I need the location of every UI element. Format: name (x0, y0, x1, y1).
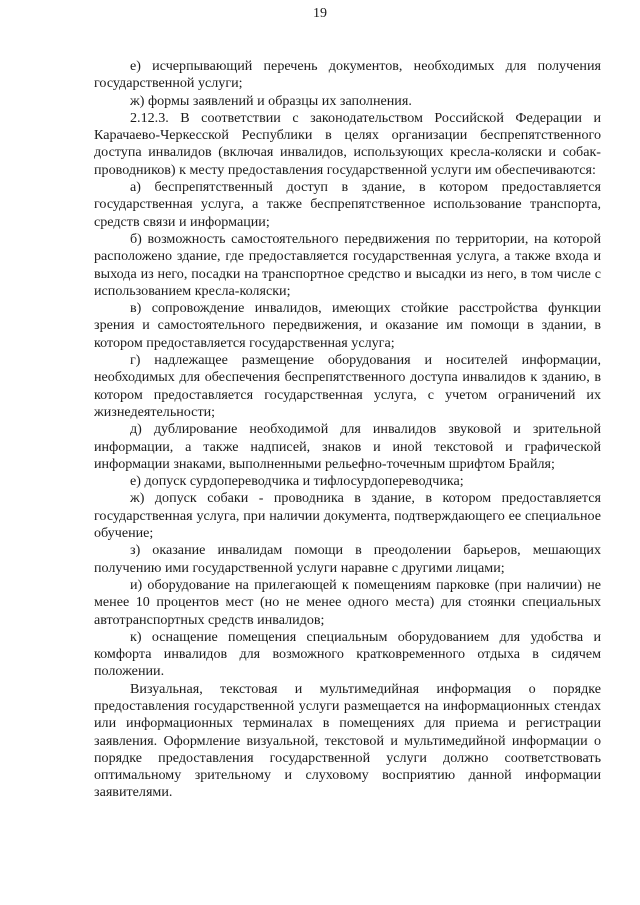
paragraph-item-zh: ж) формы заявлений и образцы их заполнения. (130, 92, 412, 109)
paragraph-item-v: в) сопровождение инвалидов, имеющих стойкие расстройства функции зрения и самостоятельного передвижения, и оказание им помощи в здании, в котором предоставляется государственная услуга; (94, 300, 601, 351)
document-body (94, 58, 601, 802)
paragraph-item-k: к) оснащение помещения специальным оборудованием для удобства и комфорта инвалидов для возможного кратковременного отдыха в сидячем положении. (94, 628, 601, 680)
page-number: 19 (313, 6, 327, 21)
paragraph-item-b: б) возможность самостоятельного передвижения по территории, на которой расположено здание, где предоставляется государственная услуга, а также входа и выхода из него, посадки на транспортное средство и высадки из него, в том числе с использованием кресла-коляски; (94, 230, 601, 299)
paragraph-item-g: г) надлежащее размещение оборудования и носителей информации, необходимых для обеспечения беспрепятственного доступа инвалидов к зданию, в котором предоставляется государственная услуга, с учетом ограничений их жизнедеятельности; (94, 352, 601, 420)
paragraph-item-d: д) дублирование необходимой для инвалидов звуковой и зрительной информации, а также надписей, знаков и иной текстовой и графической информации знаками, выполненными рельефно-точечным шрифтом Брайля; (94, 421, 601, 472)
paragraph-item-e: е) исчерпывающий перечень документов, необходимых для получения государственной услуги; (94, 58, 601, 92)
paragraph-item-e2: е) допуск сурдопереводчика и тифлосурдопереводчика; (130, 473, 464, 490)
paragraph-section-2-12-3: 2.12.3. В соответствии с законодательством Российской Федерации и Карачаево-Черкесской Республики в целях организации беспрепятственного доступа инвалидов (включая инвалидов, использующих кресла-коляски и собак-проводников) к месту предоставления государственной услуги им обеспечиваются: (94, 109, 601, 178)
paragraph-item-z: з) оказание инвалидам помощи в преодолении барьеров, мешающих получению ими государственной услуги наравне с другими лицами; (94, 542, 601, 576)
paragraph-visual-info: Визуальная, текстовая и мультимедийная информация о порядке предоставления государственной услуги размещается на информационных стендах или информационных терминалах в помещениях для приема и регистрации заявления. Оформление визуальной, текстовой и мультимедийной информации о порядке предоставления государственной услуги должно соответствовать оптимальному зрительному и слуховому восприятию данной информации заявителями. (94, 680, 601, 801)
paragraph-item-a: а) беспрепятственный доступ в здание, в котором предоставляется государственная услуга, а также беспрепятственное использование транспорта, средств связи и информации; (94, 179, 601, 230)
paragraph-item-i: и) оборудование на прилегающей к помещениям парковке (при наличии) не менее 10 процентов мест (но не менее одного места) для стоянки специальных автотранспортных средств инвалидов; (94, 576, 601, 628)
paragraph-item-zh2: ж) допуск собаки - проводника в здание, в котором предоставляется государственная услуга, при наличии документа, подтверждающего ее специальное обучение; (94, 490, 601, 542)
